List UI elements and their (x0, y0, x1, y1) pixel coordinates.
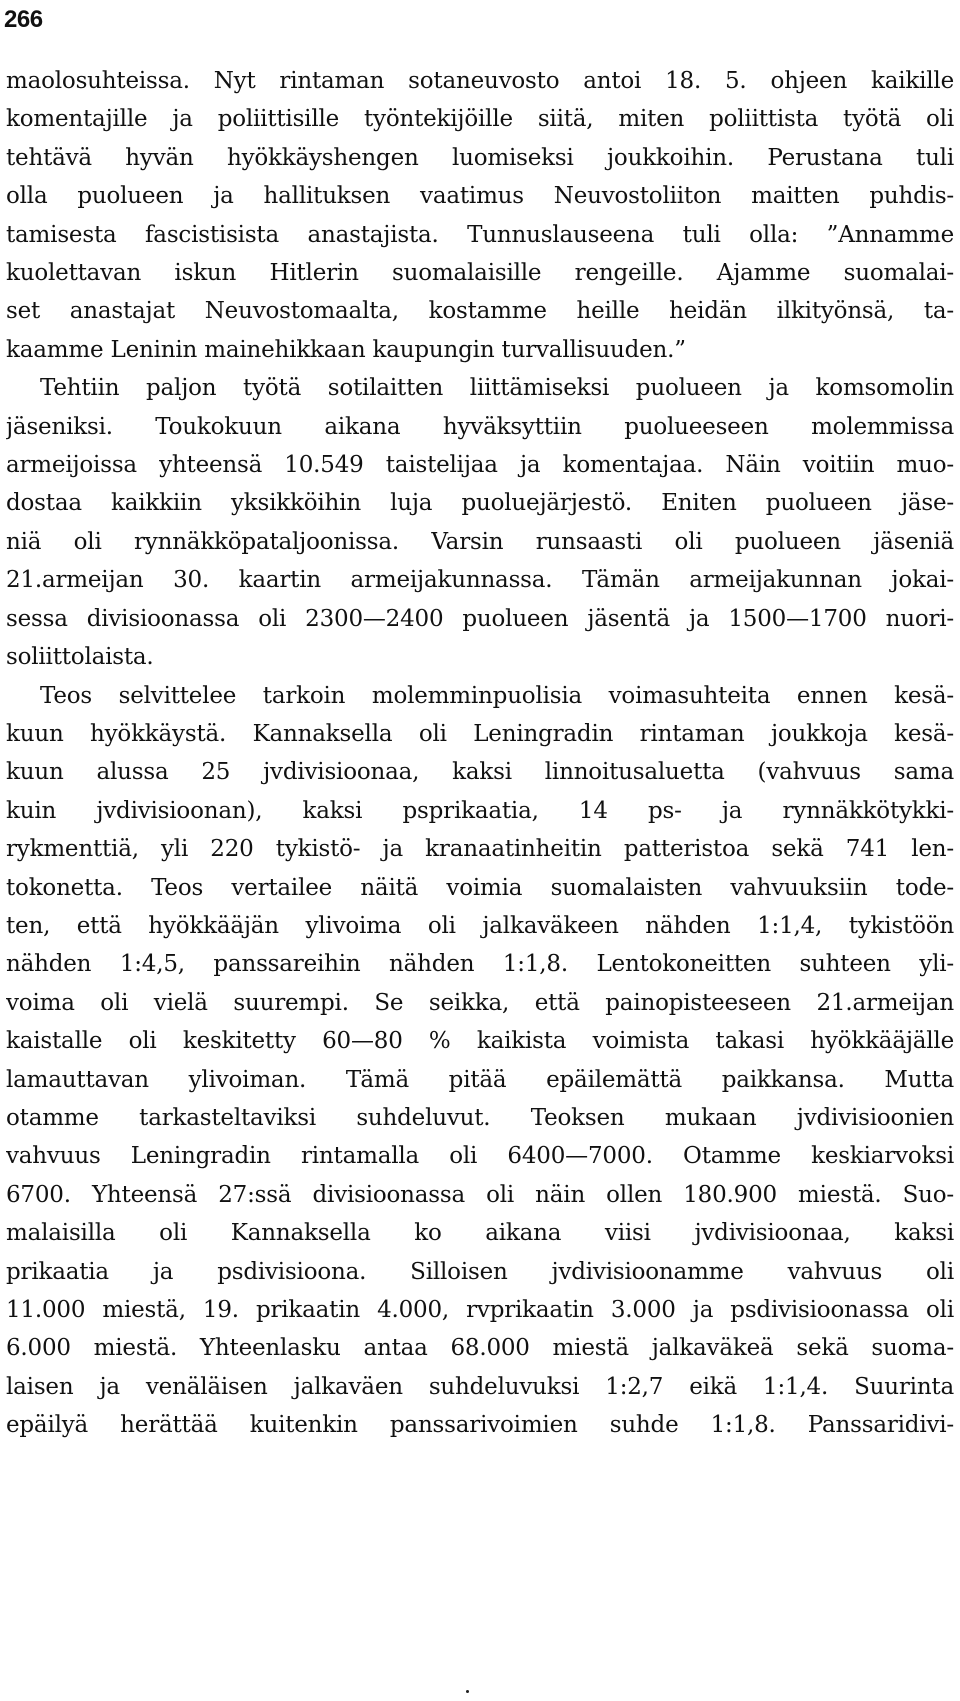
text-line: sessa divisioonassa oli 2300—2400 puolueen jäsentä ja 1500—1700 nuori- (6, 605, 954, 632)
text-line: tokonetta. Teos vertailee näitä voimia suomalaisten vahvuuksiin tode- (6, 874, 954, 901)
text-line: malaisilla oli Kannaksella ko aikana viisi jvdivisioonaa, kaksi (6, 1220, 954, 1247)
text-line: Teos selvittelee tarkoin molemminpuolisia voimasuhteita ennen kesä- (40, 682, 954, 709)
text-line: niä oli rynnäkköpataljoonissa. Varsin runsaasti oli puolueen jäseniä (6, 528, 954, 555)
text-line: Tehtiin paljon työtä sotilaitten liittämiseksi puolueen ja komsomolin (40, 375, 954, 402)
text-line: olla puolueen ja hallituksen vaatimus Neuvostoliiton maitten puhdis- (6, 183, 954, 210)
text-line: armeijoissa yhteensä 10.549 taistelijaa ja komentajaa. Näin voitiin muo- (6, 452, 954, 479)
text-line: ten, että hyökkääjän ylivoima oli jalkaväkeen nähden 1:1,4, tykistöön (6, 912, 954, 939)
text-line: kaistalle oli keskitetty 60—80 % kaikista voimista takasi hyökkääjälle (6, 1028, 954, 1055)
text-line: jäseniksi. Toukokuun aikana hyväksyttiin puolueeseen molemmissa (6, 413, 954, 440)
text-line: voima oli vielä suurempi. Se seikka, että painopisteeseen 21.armeijan (6, 989, 954, 1016)
text-line: 21.armeijan 30. kaartin armeijakunnassa. Tämän armeijakunnan jokai- (6, 567, 954, 594)
text-line: kuin jvdivisioonan), kaksi psprikaatia, 14 ps- ja rynnäkkötykki- (6, 797, 954, 824)
text-line: set anastajat Neuvostomaalta, kostamme heille heidän ilkityönsä, ta- (6, 298, 954, 325)
text-line: laisen ja venäläisen jalkaväen suhdeluvuksi 1:2,7 eikä 1:1,4. Suurinta (6, 1373, 954, 1400)
text-line: prikaatia ja psdivisioona. Silloisen jvdivisioonamme vahvuus oli (6, 1258, 954, 1285)
text-line: kuolettavan iskun Hitlerin suomalaisille rengeille. Ajamme suomalai- (6, 260, 954, 287)
text-line: epäilyä herättää kuitenkin panssarivoimien suhde 1:1,8. Panssaridivi- (6, 1412, 954, 1439)
text-line: 11.000 miestä, 19. prikaatin 4.000, rvprikaatin 3.000 ja psdivisioonassa oli (6, 1297, 954, 1323)
text-line: komentajille ja poliittisille työntekijöille siitä, miten poliittista työtä oli (6, 106, 954, 133)
text-line: tamisesta fascistisista anastajista. Tunnuslauseena tuli olla: ”Annamme (6, 221, 954, 248)
text-line: kaamme Leninin mainehikkaan kaupungin turvallisuuden.” (6, 336, 686, 363)
text-line: soliittolaista. (6, 644, 154, 671)
text-line: 6.000 miestä. Yhteenlasku antaa 68.000 miestä jalkaväkeä sekä suoma- (6, 1335, 954, 1362)
text-line: nähden 1:4,5, panssareihin nähden 1:1,8. Lentokoneitten suhteen yli- (6, 951, 954, 978)
text-line: dostaa kaikkiin yksikköihin luja puoluejärjestö. Eniten puolueen jäse- (6, 490, 954, 517)
text-line: kuun hyökkäystä. Kannaksella oli Leningradin rintaman joukkoja kesä- (6, 720, 954, 747)
page-number: 266 (4, 6, 43, 33)
text-line: tehtävä hyvän hyökkäyshengen luomiseksi joukkoihin. Perustana tuli (6, 144, 954, 171)
text-line: vahvuus Leningradin rintamalla oli 6400—7000. Otamme keskiarvoksi (6, 1143, 954, 1170)
text-line: kuun alussa 25 jvdivisioonaa, kaksi linnoitusaluetta (vahvuus sama (6, 759, 954, 786)
body-text (6, 62, 954, 1445)
page-mark-dot (466, 1690, 469, 1693)
text-line: otamme tarkasteltaviksi suhdeluvut. Teoksen mukaan jvdivisioonien (6, 1104, 954, 1131)
text-line: maolosuhteissa. Nyt rintaman sotaneuvosto antoi 18. 5. ohjeen kaikille (6, 68, 954, 94)
text-line: lamauttavan ylivoiman. Tämä pitää epäilemättä paikkansa. Mutta (6, 1066, 954, 1093)
text-line: rykmenttiä, yli 220 tykistö- ja kranaatinheitin patteristoa sekä 741 len- (6, 836, 954, 863)
text-line: 6700. Yhteensä 27:ssä divisioonassa oli näin ollen 180.900 miestä. Suo- (6, 1181, 954, 1208)
